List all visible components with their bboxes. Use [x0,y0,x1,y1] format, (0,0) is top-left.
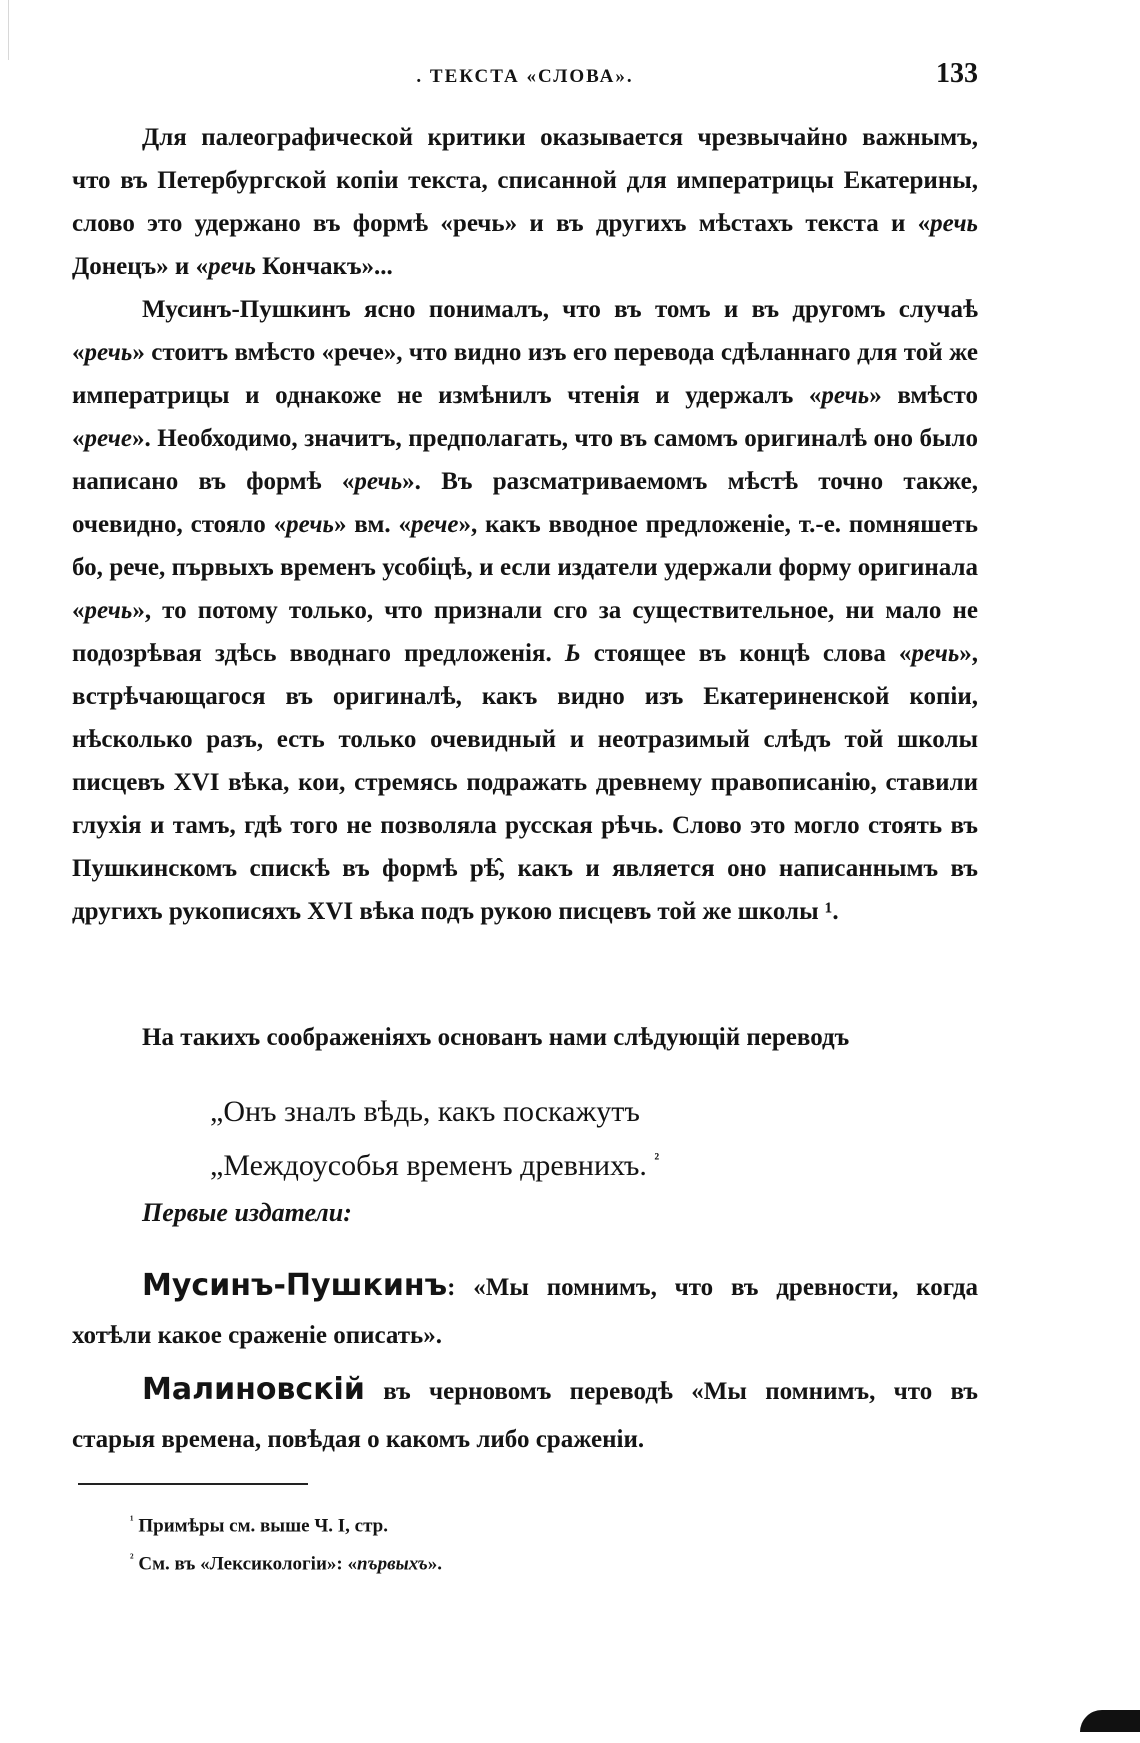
text-run: » стоитъ вмѣсто «рече», что видно изъ его перевода сдѣланнаго для той же императрицы и однакоже не измѣнилъ чтенія и удержалъ « [72,339,978,409]
italic-letter: Ь [564,640,581,667]
verse-line-2-text: „Междоусобья временъ древнихъ. [210,1149,647,1182]
italic-word: речь [84,339,133,366]
entry-text: : «Мы помнимъ, что въ древности, когда хотѣли какое сраженіе описать». [72,1274,978,1349]
entry-malinovsky [72,1366,978,1464]
italic-word: речь [286,511,334,538]
text-run: Для палеографической критики оказывается чрезвычайно важнымъ, что въ Петербургской копіи текста, списанной для императрицы Екатерины, слово это удержано въ формѣ «речь» и въ другихъ мѣстахъ текста и « [72,124,978,237]
footnote-2 [130,1542,930,1580]
italic-word: рече [411,511,459,538]
scan-smudge [1080,1710,1140,1732]
text-run: ». Въ разсматриваемомъ мѣстѣ точно также, очевидно, стояло « [72,468,978,538]
paragraph-1 [72,116,978,288]
verse-line-2 [210,1136,910,1190]
page-number: 133 [936,58,978,89]
text-run: Мусинъ-Пушкинъ ясно понималъ, что въ томъ и въ другомъ случаѣ « [72,296,978,366]
running-title: . ТЕКСТА «СЛОВА». [416,66,634,87]
text-run: », то потому только, что признали сго за существительное, ни мало не подозрѣвая здѣсь вводнаго предложенія. [72,597,978,667]
footnote-1 [130,1504,930,1542]
footnote-ref: ² [654,1151,660,1168]
text-run: » вмѣсто « [72,382,978,452]
verse-quote [210,1088,910,1190]
translation-intro: На такихъ соображеніяхъ основанъ нами слѣдующій переводъ [142,1024,850,1051]
italic-word: речь [930,210,978,237]
footnote-mark: ¹ [130,1513,134,1527]
italic-word: речь [84,597,133,624]
text-run: ». Необходимо, значитъ, предполагать, что въ самомъ оригиналѣ оно было написано въ формѣ « [72,425,978,495]
footnote-divider [78,1483,308,1485]
text-run: стоящее въ концѣ слова « [580,640,912,667]
footnote-text: Примѣры см. выше Ч. I, стр. [133,1515,388,1537]
entry-name: Малиновскій [142,1372,365,1407]
footnote-mark: ² [130,1551,134,1566]
page-edge-line [8,0,9,60]
text-run: Кончакъ»... [255,253,393,280]
entry-text: въ черновомъ переводѣ «Мы помнимъ, что въ старыя времена, повѣдая о какомъ либо сраженіи. [72,1378,978,1453]
entry-name: Мусинъ-Пушкинъ [142,1268,448,1303]
footnote-ref: ¹. [824,898,839,925]
verse-line-1: „Онъ зналъ вѣдь, какъ поскажутъ [210,1095,640,1128]
main-text [72,116,978,933]
entry-musin-pushkin [72,1262,978,1360]
italic-word: речь [354,468,403,495]
footnote-text: См. въ «Лексикологіи»: « [133,1553,357,1575]
footnote-text: ». [427,1553,443,1575]
page-header [72,56,978,96]
footnotes [130,1504,930,1581]
text-run: », какъ вводное предложеніе, т.-е. помняшеть бо, рече, първыхъ временъ усобіцѣ, и если издатели удержали форму оригинала « [72,511,978,624]
paragraph-2 [72,288,978,933]
text-run: » вм. « [333,511,412,538]
italic-word: речь [208,253,256,280]
text-run: », встрѣчающагося въ оригиналѣ, какъ видно изъ Екатериненской копіи, нѣсколько разъ, есть только очевидный и неотразимый слѣдъ той школы писцевъ XVI вѣка, кои, стремясь подражать древнему правописанію, ставили глухія и тамъ, гдѣ того не позволяла русская рѣчь. Слово это могло стоять въ Пушкинскомъ спискѣ въ формѣ рѣ̂, какъ и является оно написаннымъ въ другихъ рукописяхъ XVI вѣка подъ рукою писцевъ той же школы [72,640,979,925]
italic-word: речь [911,640,960,667]
italic-word: рече [84,425,132,452]
subheading: Первые издатели: [142,1198,352,1227]
footnote-italic: първыхъ [357,1553,428,1575]
italic-word: речь [821,382,870,409]
text-run: Донецъ» и « [72,253,209,280]
